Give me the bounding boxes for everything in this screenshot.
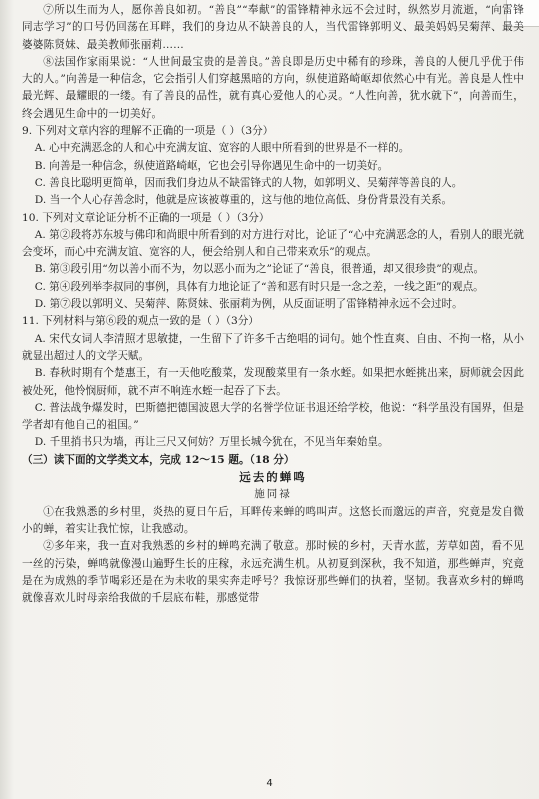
question-10 <box>22 210 524 314</box>
option-d: D. 当一个人心存善念时，他就是应该被尊重的，这与他的地位高低、身份背景没有关系。 <box>34 194 453 207</box>
option-b: B. 春秋时期有个楚惠王，有一天他吃酸菜，发现酸菜里有一条水蛭。如果把水蛭挑出来，厨师就会因此被处死，他怜悯厨师，就不声不响连水蛭一起吞了下去。 <box>22 367 524 397</box>
option-c: C. 普法战争爆发时，巴斯德把德国波恩大学的名誉学位证书退还给学校，他说：“科学虽没有国界，但是学者却有他自己的祖国。” <box>22 401 524 432</box>
option-a: A. 心中充满恶念的人和心中充满友谊、宽容的人眼中所看到的世界是不一样的。 <box>34 142 410 155</box>
option-a: A. 第②段将苏东坡与佛印和尚眼中所看到的对方进行对比，论证了“心中充满恶念的人，看别人的眼光就会变坏，而心中充满友谊、宽容的人，便会给别人和自己带来欢乐”的观点。 <box>22 228 524 259</box>
paragraph-7: ⑦所以生而为人，愿你善良如初。“善良”“奉献”的雷锋精神永远不会过时，纵然岁月流逝，“向雷锋同志学习”的口号仍回荡在耳畔，我们的身边从不缺善良的人，当代雷锋郭明义、最美妈妈吴菊萍、最美婆婆陈贤妹、最美教师张丽莉…… <box>22 4 524 51</box>
option-b: B. 第③段引用“勿以善小而不为，勿以恶小而为之”论证了“善良，很普通，却又很珍贵”的观点。 <box>34 263 485 276</box>
question-stem: 11. 下列材料与第⑥段的观点一致的是（ ）（3分） <box>22 315 259 328</box>
section-heading: （三）读下面的文学类文本，完成 12～15 题。（18 分） <box>22 453 295 466</box>
option-d: D. 千里捎书只为墙，再让三尺又何妨？万里长城今犹在，不见当年秦始皇。 <box>34 436 389 449</box>
question-9 <box>22 123 524 209</box>
option-c: C. 善良比聪明更简单，因而我们身边从不缺雷锋式的人物，如郭明义、吴菊萍等善良的人。 <box>34 176 463 189</box>
option-b: B. 向善是一种信念，纵使道路崎岖，它也会引导你遇见生命中的一切美好。 <box>34 159 389 172</box>
question-11 <box>22 313 524 451</box>
article-author: 施同禄 <box>254 488 292 501</box>
option-d: D. 第⑦段以郭明义、吴菊萍、陈贤妹、张丽莉为例，从反面证明了雷锋精神永远不会过时。 <box>34 298 463 311</box>
option-a: A. 宋代女词人李清照才思敏捷，一生留下了许多千古绝唱的词句。她个性直爽、自由、不拘一格，从小就显出超过人的文学天赋。 <box>22 332 524 362</box>
page-number: 4 <box>266 778 273 789</box>
article-paragraph-1: ①在我熟悉的乡村里，炎热的夏日午后，耳畔传来蝉的鸣叫声。这悠长而邈远的声音，究竟是发自微小的蝉，着实让我忙惊，让我感动。 <box>22 505 524 535</box>
paragraph-8: ⑧法国作家雨果说：“人世间最宝贵的是善良。”善良即是历史中稀有的珍珠，善良的人便几乎优于伟大的人。”向善是一种信念，它会指引人们穿越黑暗的方向，纵使道路崎岖却依然心中有光。善良是人性中最光辉、最耀眼的一缕。有了善良的品性，就有真心爱他人的心灵。“人性向善，犹水就下”，向善而生，终会遇见生命中的一切美好。 <box>22 55 524 120</box>
question-stem: 10. 下列对文章论证分析不正确的一项是（ ）（3分） <box>22 211 270 224</box>
article-paragraph-2: ②多年来，我一直对我熟悉的乡村的蝉鸣充满了敬意。那时候的乡村，天青水蓝，芳草如茵，看不见一丝的污染，蝉鸣就像漫山遍野生长的庄稼，永远充满生机。从初夏到深秋，我不知道，那些蝉声，究竟是在为成熟的季节喝彩还是在为未收的果实奔走呼号？我惊讶那些蝉们的执着，坚韧。我喜欢乡村的蝉鸣就像喜欢儿时母亲给我做的千层底布鞋，那感觉带 <box>22 540 524 605</box>
question-stem: 9. 下列对文章内容的理解不正确的一项是（ ）（3分） <box>22 125 274 138</box>
page-content <box>22 2 524 607</box>
article-title: 远去的蝉鸣 <box>239 470 307 485</box>
option-c: C. 第④段列举李叔同的事例，具体有力地论证了“善和恶有时只是一念之差，一线之距”的观点。 <box>34 280 484 293</box>
